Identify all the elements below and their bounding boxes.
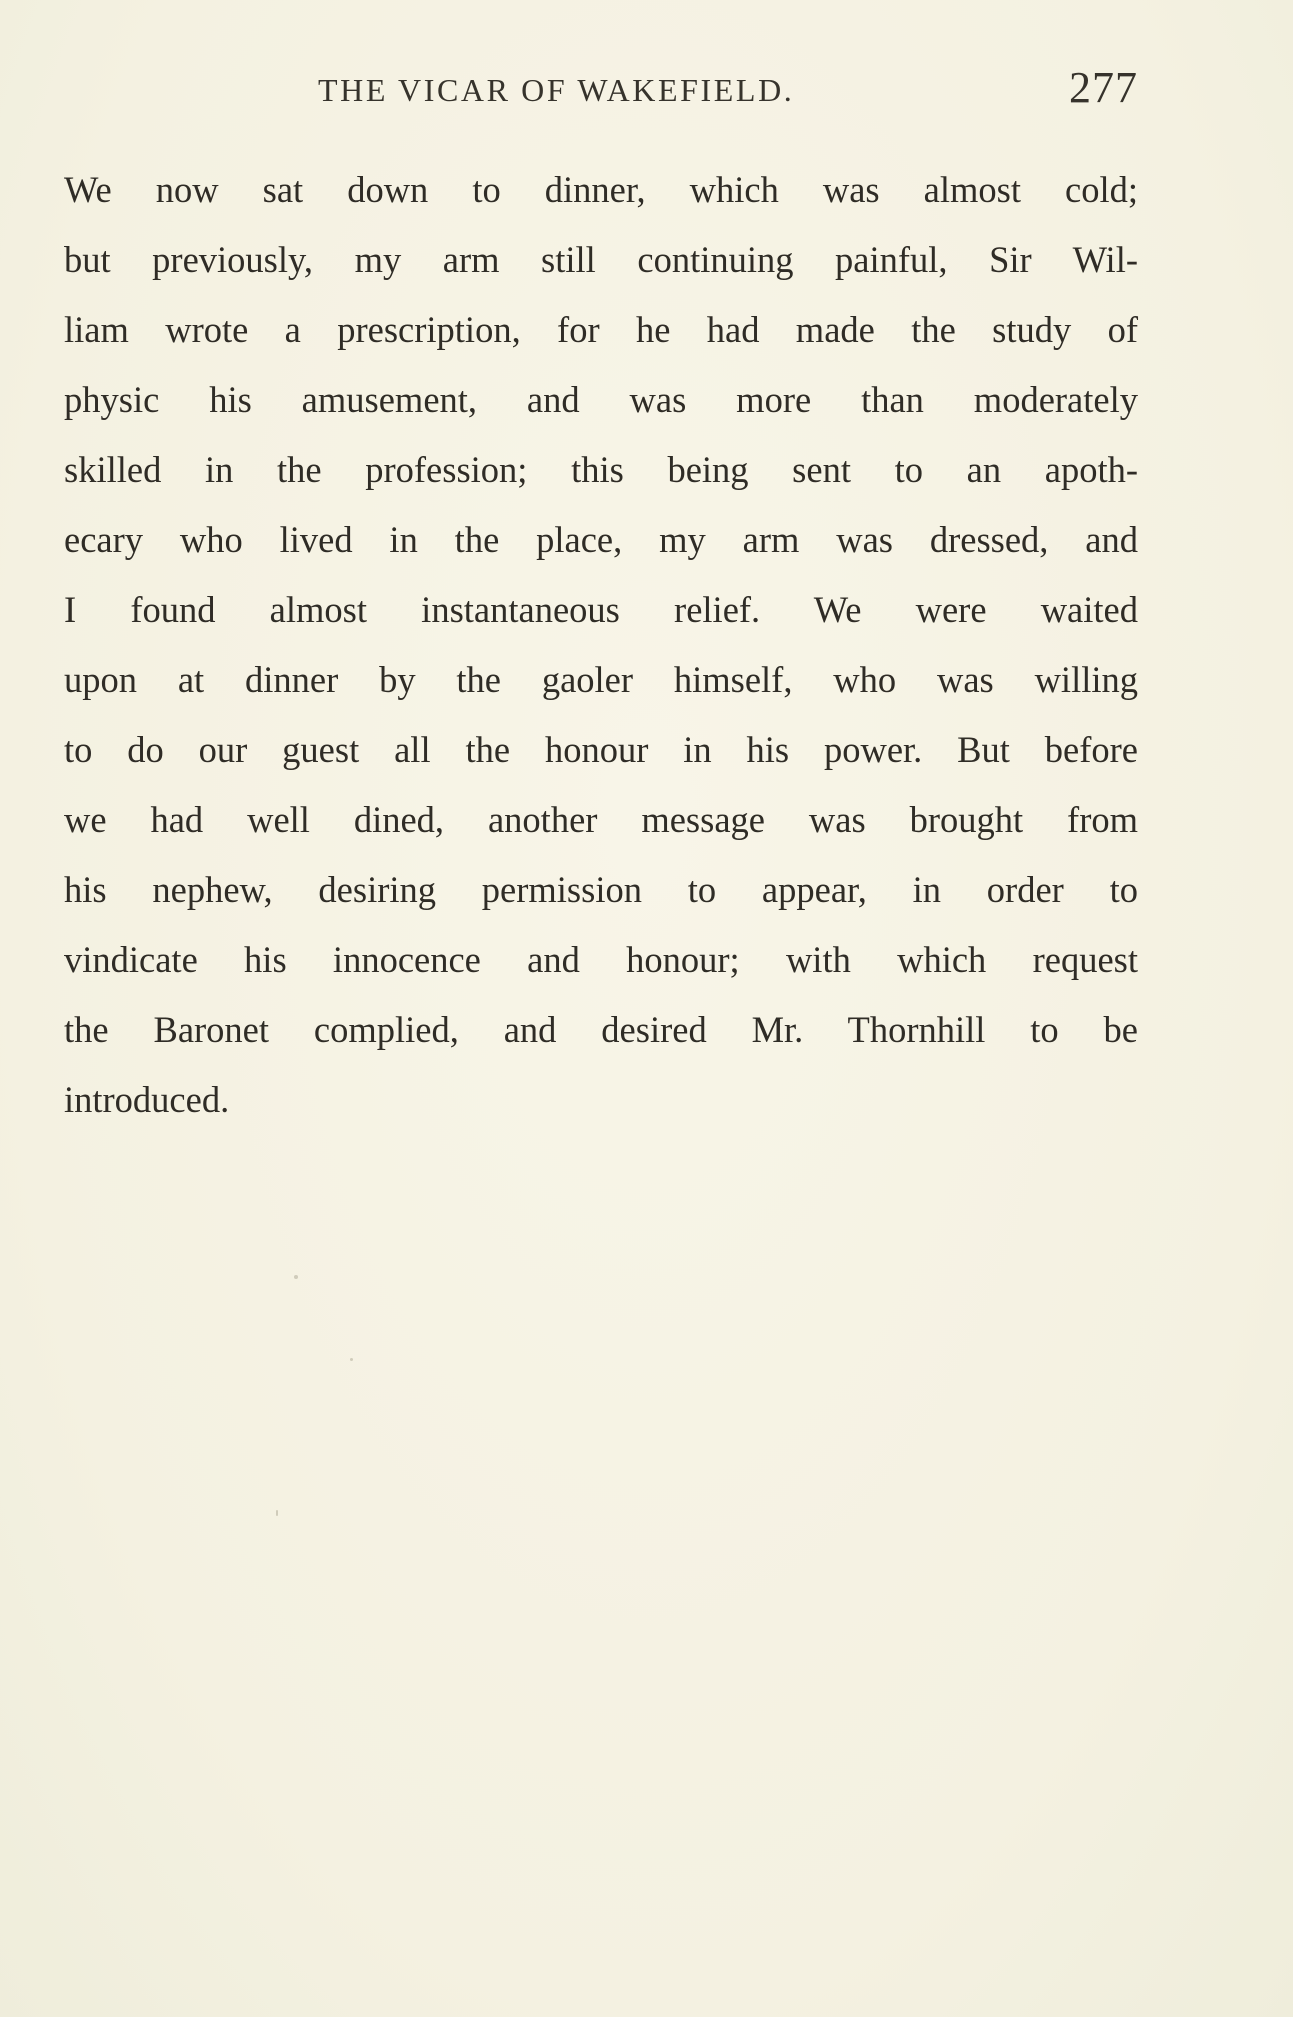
text-line-3: liam wrote a prescription, for he had made the study of <box>64 309 1138 350</box>
text-line-2: but previously, my arm still continuing painful, Sir Wil- <box>64 239 1138 280</box>
text-line-7: I found almost instantaneous relief. We were waited <box>64 589 1138 630</box>
paper-speck <box>294 1275 298 1279</box>
text-line-10: we had well dined, another message was brought from <box>64 799 1138 840</box>
body-text <box>64 155 1138 1135</box>
text-line-12: vindicate his innocence and honour; with which request <box>64 939 1138 980</box>
text-line-9: to do our guest all the honour in his power. But before <box>64 729 1138 770</box>
paper-speck <box>276 1510 278 1516</box>
text-line-5: skilled in the profession; this being sent to an apoth- <box>64 449 1138 490</box>
text-line-1: We now sat down to dinner, which was almost cold; <box>64 169 1138 210</box>
text-line-6: ecary who lived in the place, my arm was dressed, and <box>64 519 1138 560</box>
text-line-4: physic his amusement, and was more than moderately <box>64 379 1138 420</box>
text-line-14: introduced. <box>64 1079 230 1120</box>
text-line-11: his nephew, desiring permission to appear, in order to <box>64 869 1138 910</box>
text-line-8: upon at dinner by the gaoler himself, who was willing <box>64 659 1138 700</box>
running-head <box>64 62 1138 122</box>
paper-speck <box>350 1358 353 1361</box>
text-line-13: the Baronet complied, and desired Mr. Thornhill to be <box>64 1009 1138 1050</box>
running-title: THE VICAR OF WAKEFIELD. <box>318 72 795 108</box>
page-number: 277 <box>1069 63 1138 112</box>
